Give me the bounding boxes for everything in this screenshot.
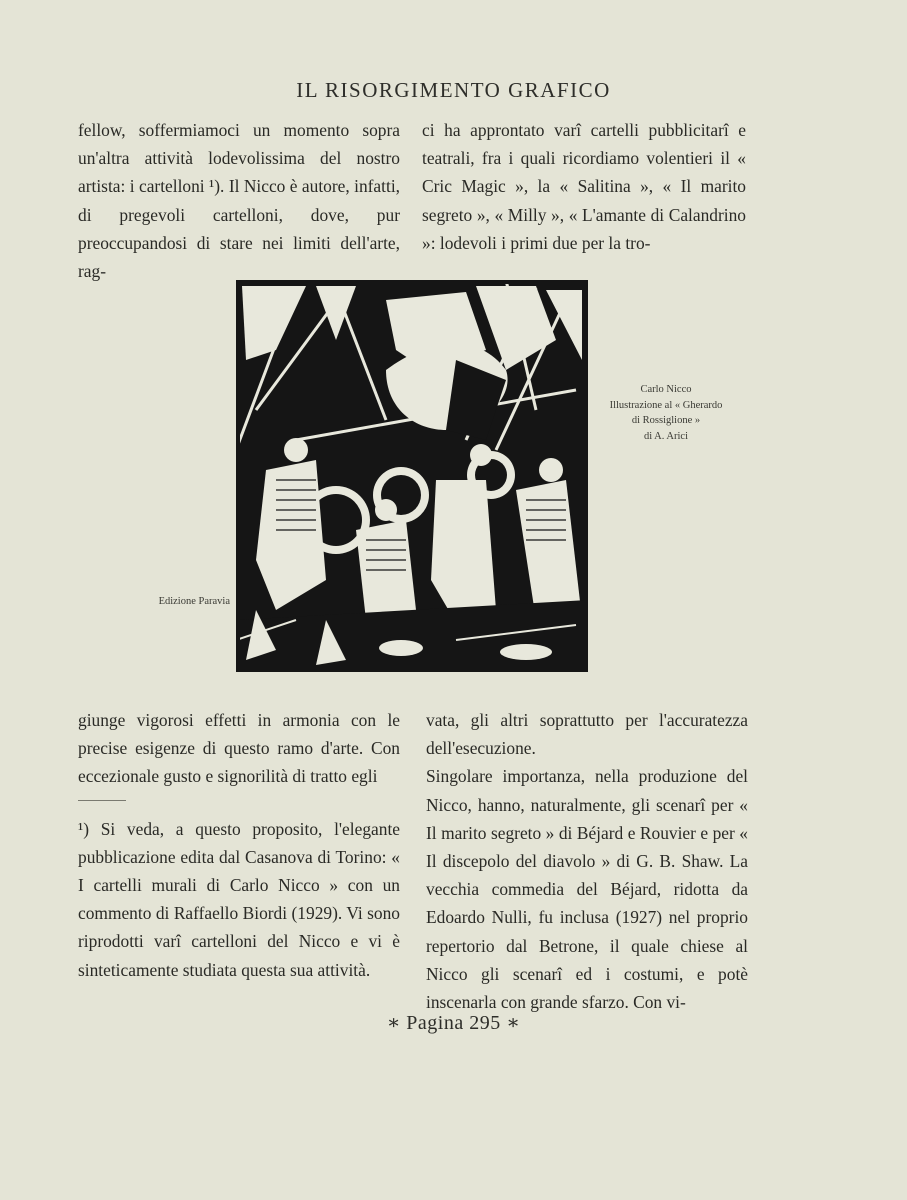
text-column-right-top [422,116,746,257]
paragraph: ci ha approntato varî cartelli pubblicitarî e teatrali, fra i quali ricordiamo volentieri il « Cric Magic », la « Salitina », « Il marito segreto », « Milly », « L'amante di Calandrino »: lodevoli i primi due per la tro- [422,120,746,253]
page-number: ∗ Pagina 295 ∗ [386,1012,521,1034]
text-column-left-bottom [78,706,400,984]
paragraph: vata, gli altri soprattutto per l'accuratezza dell'esecuzione. [426,710,748,759]
caption-line: di Rossiglione » [631,415,701,426]
text-column-right-bottom [426,706,748,1016]
footnote: ¹) Si veda, a questo proposito, l'elegante pubblicazione edita dal Casanova di Torino: « I cartelli murali di Carlo Nicco » con un commento di Raffaello Biordi (1929). Vi sono riprodotti varî cartelloni del Nicco e vi è sinteticamente studiata questa sua attività. [78,818,400,980]
caption-line: Illustrazione al « Gherardo [609,399,723,411]
caption-line: di A. Arici [643,430,689,442]
running-header: IL RISORGIMENTO GRAFICO [296,78,611,102]
woodcut-illustration [236,280,588,672]
footnote-separator [78,800,126,801]
paragraph: fellow, soffermiamoci un momento sopra un'altra attività lodevolissima del nostro artista: i cartelloni ¹). Il Nicco è autore, infatti, di pregevoli cartelloni, dove, pur preoccupandosi di stare nei limiti dell'arte, rag- [78,120,400,282]
paragraph: giunge vigorosi effetti in armonia con le precise esigenze di questo ramo d'arte. Con eccezionale gusto e signorilità di tratto egli [78,710,400,787]
caption-line-author: Carlo Nicco [640,384,692,395]
edition-credit: Edizione Paravia [158,596,230,607]
text-column-left-top [78,116,400,285]
illustration-caption [600,382,732,444]
paragraph: Singolare importanza, nella produzione del Nicco, hanno, naturalmente, gli scenarî per « Il marito segreto » di Béjard e Rouvier e per « Il discepolo del diavolo » di G. B. Shaw. La vecchia commedia del Béjard, ridotta da Edoardo Nulli, fu inclusa (1927) nel proprio repertorio dal Betrone, il quale chiese al Nicco gli scenarî ed i costumi, e potè inscenarla con grande sfarzo. Con vi- [426,766,748,1013]
